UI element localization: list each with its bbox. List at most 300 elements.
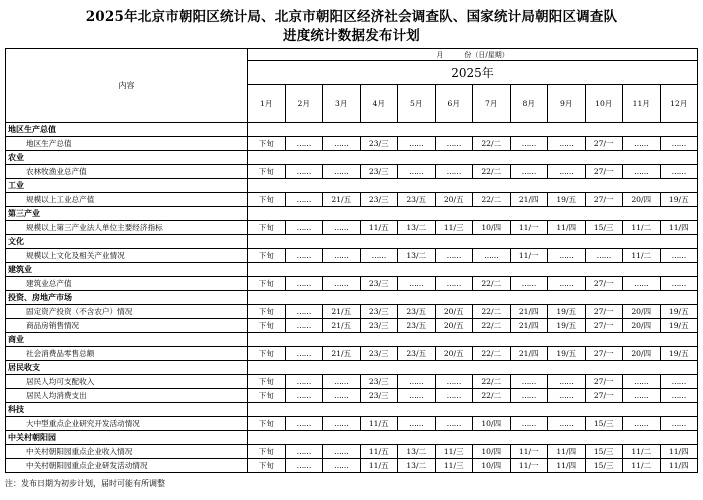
table-row	[6, 375, 698, 389]
category-blank-cell	[248, 403, 286, 417]
release-date-cell: 下旬	[248, 319, 286, 333]
release-date-cell: ……	[473, 249, 511, 263]
release-date-cell: ……	[623, 137, 661, 151]
release-date-cell: ……	[285, 277, 323, 291]
release-date-cell: 下旬	[248, 137, 286, 151]
release-date-cell: ……	[623, 375, 661, 389]
category-blank-cell	[435, 179, 473, 193]
category-blank-cell	[285, 207, 323, 221]
category-blank-cell	[435, 291, 473, 305]
release-date-cell: 27/一	[585, 305, 623, 319]
category-blank-cell	[510, 403, 548, 417]
category-blank-cell	[360, 403, 398, 417]
category-blank-cell	[248, 151, 286, 165]
release-date-cell: ……	[285, 305, 323, 319]
category-blank-cell	[398, 361, 436, 375]
category-blank-cell	[248, 235, 286, 249]
category-blank-cell	[585, 235, 623, 249]
category-blank-cell	[473, 235, 511, 249]
release-date-cell: 23/五	[398, 305, 436, 319]
category-blank-cell	[435, 403, 473, 417]
category-row	[6, 431, 698, 445]
release-date-cell: ……	[323, 137, 361, 151]
release-date-cell: ……	[323, 249, 361, 263]
table-row	[6, 137, 698, 151]
category-blank-cell	[360, 123, 398, 137]
release-date-cell: ……	[285, 221, 323, 235]
month-header-cell: 4月	[360, 85, 398, 123]
category-blank-cell	[660, 179, 698, 193]
release-date-cell: 23/三	[360, 137, 398, 151]
release-date-cell: 22/二	[473, 277, 511, 291]
release-date-cell: ……	[623, 417, 661, 431]
release-date-cell: 下旬	[248, 165, 286, 179]
release-date-cell: ……	[435, 165, 473, 179]
release-date-cell: ……	[285, 389, 323, 403]
release-date-cell: 下旬	[248, 417, 286, 431]
release-date-cell: 20/四	[623, 319, 661, 333]
table-row	[6, 249, 698, 263]
category-blank-cell	[398, 151, 436, 165]
release-date-cell: 21/五	[323, 305, 361, 319]
category-blank-cell	[323, 431, 361, 445]
release-date-cell: 11/四	[660, 221, 698, 235]
category-blank-cell	[285, 403, 323, 417]
year-header: 2025年	[248, 61, 698, 85]
category-blank-cell	[435, 263, 473, 277]
release-date-cell: ……	[510, 277, 548, 291]
category-row	[6, 291, 698, 305]
release-date-cell: 下旬	[248, 459, 286, 473]
release-date-cell: 10/四	[473, 417, 511, 431]
release-date-cell: ……	[510, 165, 548, 179]
category-blank-cell	[585, 263, 623, 277]
table-row	[6, 319, 698, 333]
category-blank-cell	[323, 403, 361, 417]
category-blank-cell	[510, 361, 548, 375]
release-date-cell: 19/五	[660, 319, 698, 333]
release-date-cell: 下旬	[248, 193, 286, 207]
category-blank-cell	[660, 123, 698, 137]
month-header-cell: 7月	[473, 85, 511, 123]
category-blank-cell	[548, 403, 586, 417]
release-date-cell: ……	[510, 375, 548, 389]
indicator-name: 地区生产总值	[6, 137, 248, 151]
release-date-cell: 11/五	[360, 445, 398, 459]
release-date-cell: 11/四	[548, 445, 586, 459]
release-date-cell: 20/五	[435, 193, 473, 207]
release-date-cell: ……	[435, 277, 473, 291]
release-date-cell: ……	[435, 249, 473, 263]
category-blank-cell	[510, 333, 548, 347]
month-header-cell: 5月	[398, 85, 436, 123]
release-date-cell: 11/一	[510, 249, 548, 263]
category-blank-cell	[285, 291, 323, 305]
release-date-cell: 11/四	[548, 459, 586, 473]
release-date-cell: 20/五	[435, 305, 473, 319]
category-blank-cell	[323, 123, 361, 137]
month-header: 月 份（日/星期）	[248, 49, 698, 61]
category-row	[6, 333, 698, 347]
release-date-cell: 下旬	[248, 389, 286, 403]
release-date-cell: 19/五	[548, 193, 586, 207]
indicator-name: 商品房销售情况	[6, 319, 248, 333]
category-blank-cell	[398, 123, 436, 137]
content-header: 内容	[6, 49, 248, 123]
category-blank-cell	[360, 179, 398, 193]
category-blank-cell	[285, 123, 323, 137]
release-date-cell: ……	[660, 165, 698, 179]
release-date-cell: ……	[660, 277, 698, 291]
category-blank-cell	[548, 123, 586, 137]
release-date-cell: ……	[398, 375, 436, 389]
release-date-cell: 15/三	[585, 459, 623, 473]
category-blank-cell	[510, 431, 548, 445]
release-date-cell: 21/五	[323, 193, 361, 207]
release-date-cell: 23/三	[360, 375, 398, 389]
category-blank-cell	[585, 361, 623, 375]
category-blank-cell	[323, 333, 361, 347]
category-blank-cell	[623, 179, 661, 193]
category-label: 建筑业	[6, 263, 248, 277]
month-header-cell: 1月	[248, 85, 286, 123]
release-date-cell: 15/三	[585, 445, 623, 459]
release-date-cell: 27/一	[585, 375, 623, 389]
month-header-cell: 9月	[548, 85, 586, 123]
release-date-cell: 23/五	[398, 193, 436, 207]
category-blank-cell	[660, 151, 698, 165]
category-blank-cell	[548, 361, 586, 375]
category-blank-cell	[398, 207, 436, 221]
table-row	[6, 165, 698, 179]
indicator-name: 农林牧渔业总产值	[6, 165, 248, 179]
release-date-cell: ……	[323, 165, 361, 179]
category-blank-cell	[548, 291, 586, 305]
release-date-cell: 20/四	[623, 305, 661, 319]
category-label: 科技	[6, 403, 248, 417]
release-date-cell: ……	[548, 389, 586, 403]
release-date-cell: ……	[323, 417, 361, 431]
table-body	[6, 123, 698, 473]
table-row	[6, 347, 698, 361]
category-blank-cell	[510, 151, 548, 165]
release-date-cell: 19/五	[660, 193, 698, 207]
release-date-cell: 下旬	[248, 249, 286, 263]
category-blank-cell	[285, 333, 323, 347]
category-blank-cell	[473, 263, 511, 277]
release-date-cell: 22/二	[473, 389, 511, 403]
table-row	[6, 277, 698, 291]
release-date-cell: ……	[660, 375, 698, 389]
category-blank-cell	[660, 207, 698, 221]
category-blank-cell	[548, 179, 586, 193]
release-date-cell: ……	[285, 445, 323, 459]
category-blank-cell	[660, 403, 698, 417]
release-date-cell: 22/二	[473, 319, 511, 333]
category-blank-cell	[360, 263, 398, 277]
category-row	[6, 361, 698, 375]
release-date-cell: ……	[323, 221, 361, 235]
category-blank-cell	[323, 361, 361, 375]
table-row	[6, 445, 698, 459]
category-blank-cell	[285, 431, 323, 445]
indicator-name: 居民人均可支配收入	[6, 375, 248, 389]
category-blank-cell	[548, 431, 586, 445]
category-blank-cell	[585, 291, 623, 305]
release-date-cell: 13/二	[398, 459, 436, 473]
category-blank-cell	[435, 333, 473, 347]
release-date-cell: ……	[435, 375, 473, 389]
release-date-cell: ……	[510, 137, 548, 151]
release-date-cell: 21/五	[323, 319, 361, 333]
release-date-cell: ……	[623, 165, 661, 179]
release-date-cell: 23/三	[360, 305, 398, 319]
category-blank-cell	[623, 333, 661, 347]
release-date-cell: 下旬	[248, 277, 286, 291]
category-label: 投资、房地产市场	[6, 291, 248, 305]
category-blank-cell	[323, 179, 361, 193]
release-date-cell: ……	[548, 417, 586, 431]
category-blank-cell	[360, 431, 398, 445]
category-blank-cell	[585, 431, 623, 445]
category-blank-cell	[398, 333, 436, 347]
release-date-cell: 22/二	[473, 375, 511, 389]
table-row	[6, 221, 698, 235]
release-date-cell: 11/三	[435, 445, 473, 459]
release-date-cell: 23/三	[360, 277, 398, 291]
indicator-name: 大中型重点企业研究开发活动情况	[6, 417, 248, 431]
release-date-cell: 15/三	[585, 417, 623, 431]
category-blank-cell	[360, 207, 398, 221]
category-blank-cell	[510, 263, 548, 277]
category-blank-cell	[585, 207, 623, 221]
release-date-cell: 23/五	[398, 347, 436, 361]
category-blank-cell	[285, 151, 323, 165]
category-blank-cell	[473, 403, 511, 417]
category-blank-cell	[248, 291, 286, 305]
release-date-cell: ……	[660, 417, 698, 431]
category-blank-cell	[510, 123, 548, 137]
category-row	[6, 151, 698, 165]
category-blank-cell	[323, 263, 361, 277]
category-blank-cell	[248, 361, 286, 375]
category-blank-cell	[360, 333, 398, 347]
release-date-cell: 11/四	[548, 221, 586, 235]
category-blank-cell	[323, 291, 361, 305]
category-blank-cell	[585, 151, 623, 165]
release-date-cell: 11/五	[360, 459, 398, 473]
release-date-cell: 20/五	[435, 347, 473, 361]
release-date-cell: 13/二	[398, 445, 436, 459]
category-label: 商业	[6, 333, 248, 347]
release-date-cell: 22/二	[473, 305, 511, 319]
release-date-cell: 27/一	[585, 319, 623, 333]
release-date-cell: ……	[548, 375, 586, 389]
release-date-cell: 11/二	[623, 221, 661, 235]
indicator-name: 规模以上工业总产值	[6, 193, 248, 207]
category-blank-cell	[285, 263, 323, 277]
category-blank-cell	[435, 123, 473, 137]
category-blank-cell	[510, 235, 548, 249]
release-date-cell: ……	[360, 249, 398, 263]
category-row	[6, 263, 698, 277]
category-blank-cell	[585, 333, 623, 347]
release-date-cell: 19/五	[548, 347, 586, 361]
category-blank-cell	[323, 151, 361, 165]
release-date-cell: 27/一	[585, 277, 623, 291]
category-label: 地区生产总值	[6, 123, 248, 137]
category-blank-cell	[548, 235, 586, 249]
release-date-cell: 11/二	[623, 249, 661, 263]
release-date-cell: 19/五	[660, 347, 698, 361]
category-row	[6, 179, 698, 193]
release-date-cell: ……	[660, 389, 698, 403]
release-date-cell: ……	[285, 137, 323, 151]
category-blank-cell	[660, 361, 698, 375]
category-label: 中关村朝阳园	[6, 431, 248, 445]
release-date-cell: ……	[285, 319, 323, 333]
category-blank-cell	[323, 235, 361, 249]
category-blank-cell	[248, 333, 286, 347]
category-blank-cell	[623, 151, 661, 165]
release-date-cell: 11/二	[623, 445, 661, 459]
category-blank-cell	[510, 291, 548, 305]
release-date-cell: ……	[398, 417, 436, 431]
indicator-name: 中关村朝阳园重点企业收入情况	[6, 445, 248, 459]
category-blank-cell	[435, 151, 473, 165]
release-date-cell: ……	[323, 459, 361, 473]
category-blank-cell	[398, 179, 436, 193]
category-blank-cell	[510, 207, 548, 221]
indicator-name: 固定资产投资（不含农户）情况	[6, 305, 248, 319]
release-date-cell: ……	[548, 137, 586, 151]
table-row	[6, 193, 698, 207]
release-date-cell: ……	[398, 389, 436, 403]
category-blank-cell	[623, 123, 661, 137]
release-date-cell: 13/二	[398, 221, 436, 235]
release-date-cell: 11/二	[623, 459, 661, 473]
release-date-cell: ……	[398, 165, 436, 179]
category-blank-cell	[660, 263, 698, 277]
release-date-cell: ……	[510, 389, 548, 403]
release-date-cell: 21/五	[323, 347, 361, 361]
category-blank-cell	[285, 235, 323, 249]
category-blank-cell	[435, 361, 473, 375]
release-date-cell: 11/四	[660, 445, 698, 459]
release-date-cell: 19/五	[548, 319, 586, 333]
release-date-cell: 下旬	[248, 305, 286, 319]
category-blank-cell	[585, 179, 623, 193]
release-date-cell: 15/三	[585, 221, 623, 235]
release-date-cell: ……	[435, 137, 473, 151]
category-blank-cell	[660, 431, 698, 445]
category-blank-cell	[473, 179, 511, 193]
category-blank-cell	[510, 179, 548, 193]
category-blank-cell	[473, 333, 511, 347]
category-blank-cell	[398, 235, 436, 249]
release-date-cell: 下旬	[248, 445, 286, 459]
release-date-cell: 22/二	[473, 137, 511, 151]
release-date-cell: 19/五	[660, 305, 698, 319]
release-date-cell: 27/一	[585, 389, 623, 403]
release-date-cell: 20/四	[623, 347, 661, 361]
indicator-name: 社会消费品零售总额	[6, 347, 248, 361]
release-date-cell: 21/四	[510, 193, 548, 207]
category-blank-cell	[435, 207, 473, 221]
table-row	[6, 389, 698, 403]
category-blank-cell	[285, 361, 323, 375]
category-blank-cell	[585, 403, 623, 417]
category-row	[6, 207, 698, 221]
month-header-cell: 10月	[585, 85, 623, 123]
indicator-name: 中关村朝阳园重点企业研发活动情况	[6, 459, 248, 473]
release-date-cell: 23/三	[360, 165, 398, 179]
indicator-name: 居民人均消费支出	[6, 389, 248, 403]
category-blank-cell	[623, 207, 661, 221]
category-blank-cell	[623, 361, 661, 375]
category-label: 居民收支	[6, 361, 248, 375]
release-date-cell: 22/二	[473, 193, 511, 207]
release-date-cell: 下旬	[248, 221, 286, 235]
category-blank-cell	[360, 151, 398, 165]
release-date-cell: ……	[398, 137, 436, 151]
release-date-cell: ……	[285, 193, 323, 207]
release-date-cell: ……	[285, 375, 323, 389]
category-blank-cell	[623, 403, 661, 417]
release-date-cell: 22/二	[473, 165, 511, 179]
release-date-cell: 10/四	[473, 221, 511, 235]
release-date-cell: ……	[660, 249, 698, 263]
table-row	[6, 459, 698, 473]
category-blank-cell	[323, 207, 361, 221]
release-date-cell: ……	[510, 417, 548, 431]
category-blank-cell	[623, 235, 661, 249]
category-blank-cell	[248, 431, 286, 445]
title-line-1: 2025年北京市朝阳区统计局、北京市朝阳区经济社会调查队、国家统计局朝阳区调查队	[85, 9, 618, 25]
release-date-cell: 23/三	[360, 389, 398, 403]
release-date-cell: ……	[285, 249, 323, 263]
category-blank-cell	[623, 263, 661, 277]
category-blank-cell	[548, 263, 586, 277]
release-date-cell: 11/四	[660, 459, 698, 473]
release-date-cell: ……	[285, 347, 323, 361]
category-label: 第三产业	[6, 207, 248, 221]
category-blank-cell	[623, 431, 661, 445]
release-date-cell: 21/四	[510, 347, 548, 361]
table-header	[6, 49, 698, 123]
release-date-cell: ……	[285, 417, 323, 431]
release-date-cell: 20/五	[435, 319, 473, 333]
month-header-cell: 6月	[435, 85, 473, 123]
release-date-cell: 22/二	[473, 347, 511, 361]
release-date-cell: 11/五	[360, 221, 398, 235]
category-blank-cell	[548, 207, 586, 221]
release-date-cell: 27/一	[585, 193, 623, 207]
release-date-cell: ……	[398, 277, 436, 291]
category-blank-cell	[360, 235, 398, 249]
indicator-name: 规模以上第三产业法人单位主要经济指标	[6, 221, 248, 235]
release-date-cell: ……	[548, 249, 586, 263]
document-title	[0, 8, 703, 46]
category-label: 农业	[6, 151, 248, 165]
month-header-cell: 12月	[660, 85, 698, 123]
category-blank-cell	[660, 291, 698, 305]
release-date-cell: ……	[323, 389, 361, 403]
release-date-cell: 下旬	[248, 347, 286, 361]
release-date-cell: ……	[623, 277, 661, 291]
title-line-2: 进度统计数据发布计划	[283, 28, 420, 44]
release-date-cell: 10/四	[473, 445, 511, 459]
